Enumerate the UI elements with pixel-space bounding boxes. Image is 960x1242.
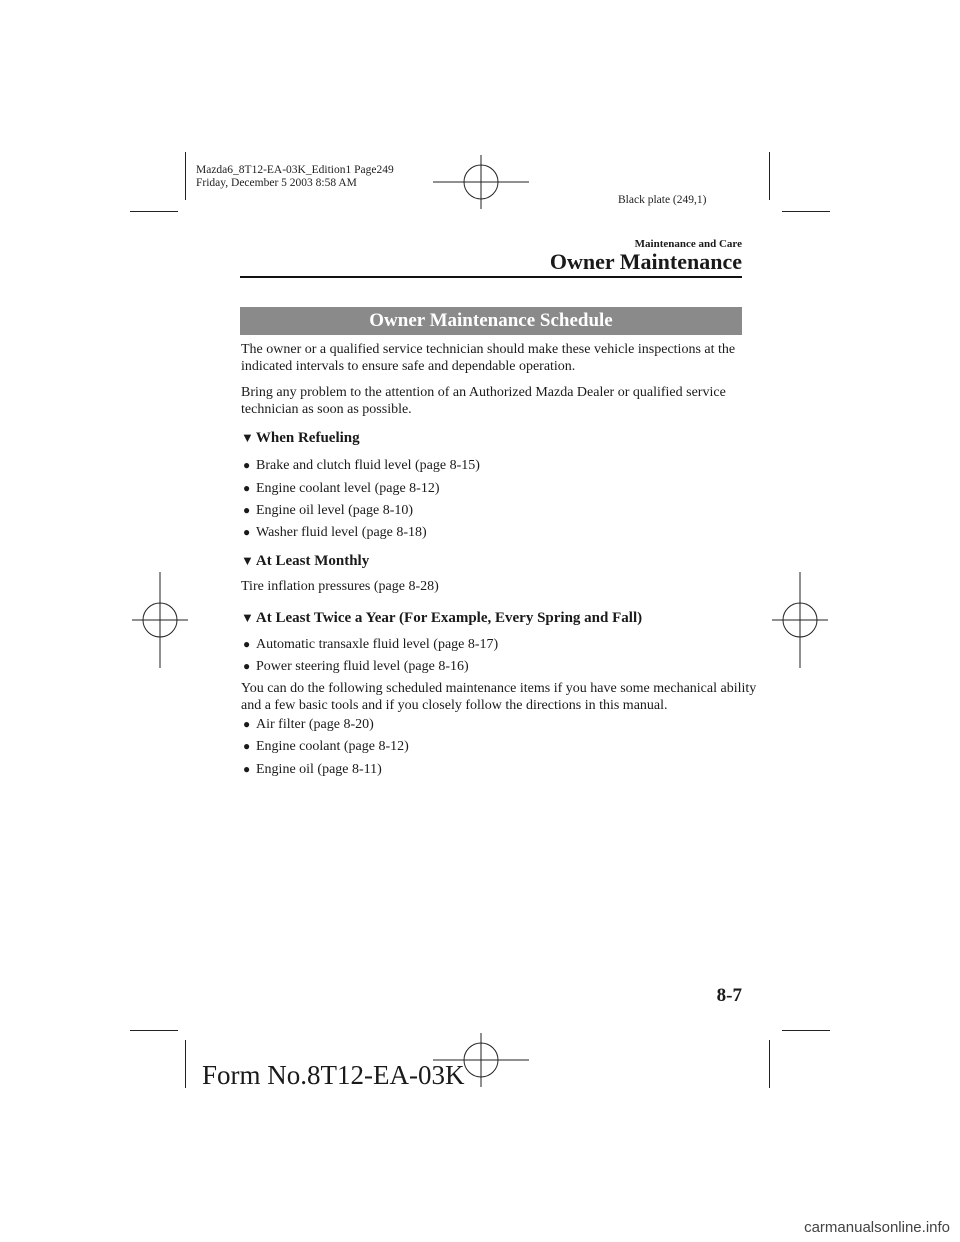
registration-mark-right-icon — [772, 572, 828, 668]
heading-at-least-monthly: ▼ At Least Monthly — [241, 553, 370, 569]
list-item: ● Washer fluid level (page 8-18) — [243, 525, 427, 540]
intro-paragraph-1: The owner or a qualified service technician should make these vehicle inspections at the indicated intervals to ensure safe and dependable operation. — [241, 342, 736, 374]
bullet-dot-icon: ● — [243, 503, 251, 517]
list-item: ● Engine oil (page 8-11) — [243, 762, 382, 777]
section-title: Owner Maintenance — [549, 249, 742, 274]
print-plate: Black plate (249,1) — [618, 194, 707, 206]
list-item: ● Engine coolant (page 8-12) — [243, 739, 409, 754]
bullet-dot-icon: ● — [243, 739, 251, 753]
list-item: ● Automatic transaxle fluid level (page 8-17) — [243, 637, 499, 652]
heading-when-refueling: ▼ When Refueling — [241, 430, 360, 446]
down-triangle-icon: ▼ — [241, 430, 254, 445]
heading-twice-a-year: ▼ At Least Twice a Year (For Example, Every Spring and Fall) — [241, 610, 643, 626]
bullet-dot-icon: ● — [243, 659, 251, 673]
print-file-line: Mazda6_8T12-EA-03K_Edition1 Page249 — [196, 164, 394, 176]
list-item: ● Brake and clutch fluid level (page 8-15) — [243, 458, 480, 473]
bullet-dot-icon: ● — [243, 637, 251, 651]
bullet-dot-icon: ● — [243, 481, 251, 495]
list-item: ● Engine oil level (page 8-10) — [243, 503, 414, 518]
form-number: Form No.8T12-EA-03K — [202, 1060, 465, 1090]
intro-paragraph-2: Bring any problem to the attention of an Authorized Mazda Dealer or qualified service technician as soon as possible. — [241, 385, 726, 417]
bullet-dot-icon: ● — [243, 717, 251, 731]
list-item: ● Air filter (page 8-20) — [243, 717, 374, 732]
registration-mark-top-icon — [433, 155, 529, 209]
page-number: 8-7 — [716, 985, 742, 1006]
bullet-dot-icon: ● — [243, 458, 251, 472]
bullet-dot-icon: ● — [243, 525, 251, 539]
diy-paragraph: You can do the following scheduled maintenance items if you have some mechanical ability and a few basic tools and if you closely follow the directions in this manual. — [241, 681, 757, 713]
monthly-text: Tire inflation pressures (page 8-28) — [241, 579, 439, 594]
print-date-line: Friday, December 5 2003 8:58 AM — [196, 177, 357, 189]
registration-mark-left-icon — [132, 572, 188, 668]
header-rule — [240, 276, 742, 278]
down-triangle-icon: ▼ — [241, 610, 254, 625]
chapter-title: Maintenance and Care — [634, 238, 742, 250]
list-item: ● Engine coolant level (page 8-12) — [243, 481, 440, 496]
schedule-banner: Owner Maintenance Schedule — [240, 307, 742, 335]
down-triangle-icon: ▼ — [241, 553, 254, 568]
list-item: ● Power steering fluid level (page 8-16) — [243, 659, 469, 674]
watermark-link[interactable]: carmanualsonline.info — [804, 1219, 950, 1236]
bullet-dot-icon: ● — [243, 762, 251, 776]
